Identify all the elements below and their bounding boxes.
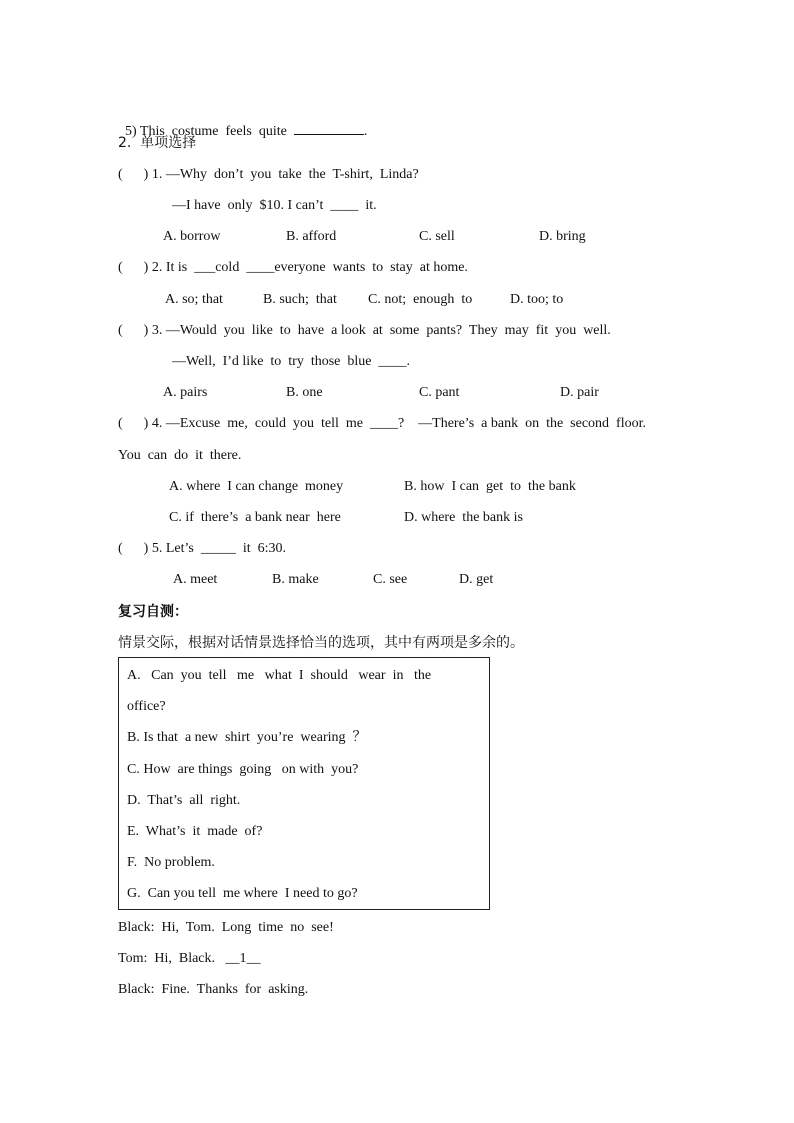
question-3-stem: ( ) 3. —Would you like to have a look at some pants? They may fit you well.: [118, 323, 611, 338]
choice-b: B. Is that a new shirt you’re wearing ？: [127, 730, 367, 745]
question-4-option-a[interactable]: A. where I can change money: [169, 479, 344, 494]
question-3-option-a[interactable]: A. pairs: [163, 385, 208, 400]
review-title: 复习自测：: [118, 604, 188, 620]
question-1-option-c[interactable]: C. sell: [419, 229, 455, 244]
choice-d: D. That’s all right.: [127, 793, 241, 808]
dialogue-line-2: [118, 950, 261, 968]
question-3-option-c[interactable]: C. pant: [419, 385, 460, 400]
choice-a: A. Can you tell me what I should wear in the: [127, 668, 432, 683]
choice-g: G. Can you tell me where I need to go?: [127, 886, 358, 901]
dialogue-line-2-text: Tom: Hi, Black.: [118, 951, 226, 966]
question-3-option-b[interactable]: B. one: [286, 385, 323, 400]
question-3-line2: —Well, I’d like to try those blue ____.: [172, 354, 410, 369]
dialogue-blank-1[interactable]: __1__: [225, 951, 261, 966]
dialogue-line-3: Black: Fine. Thanks for asking.: [118, 982, 309, 997]
answer-blank[interactable]: [294, 121, 364, 135]
review-instruction: 情景交际，根据对话情景选择恰当的选项，其中有两项是多余的。: [118, 635, 524, 651]
question-1-option-d[interactable]: D. bring: [539, 229, 586, 244]
choice-c: C. How are things going on with you?: [127, 762, 359, 777]
choices-box: [118, 657, 490, 910]
question-2-stem: ( ) 2. It is ___cold ____everyone wants to stay at home.: [118, 260, 468, 275]
question-5-option-a[interactable]: A. meet: [173, 572, 218, 587]
question-2-option-a[interactable]: A. so; that: [165, 292, 223, 307]
question-4-option-b[interactable]: B. how I can get to the bank: [404, 479, 576, 494]
question-4-option-c[interactable]: C. if there’s a bank near here: [169, 510, 341, 525]
section-title: 2. 单项选择: [118, 135, 197, 151]
question-4-option-d[interactable]: D. where the bank is: [404, 510, 523, 525]
choice-a-continued: office?: [127, 699, 166, 714]
question-3-option-d[interactable]: D. pair: [560, 385, 599, 400]
question-2-option-c[interactable]: C. not; enough to: [368, 292, 473, 307]
question-2-option-d[interactable]: D. too; to: [510, 292, 564, 307]
question-5-option-b[interactable]: B. make: [272, 572, 319, 587]
question-1-stem: ( ) 1. —Why don’t you take the T-shirt, Linda?: [118, 167, 419, 182]
dialogue-line-1: Black: Hi, Tom. Long time no see!: [118, 920, 334, 935]
question-4-line2: You can do it there.: [118, 448, 242, 463]
question-1-option-a[interactable]: A. borrow: [163, 229, 221, 244]
question-1-line2: —I have only $10. I can’t ____ it.: [172, 198, 377, 213]
question-5-stem: ( ) 5. Let’s _____ it 6:30.: [118, 541, 286, 556]
question-2-option-b[interactable]: B. such; that: [263, 292, 337, 307]
question-period: .: [363, 124, 368, 139]
question-1-option-b[interactable]: B. afford: [286, 229, 337, 244]
question-5-option-d[interactable]: D. get: [459, 572, 494, 587]
choice-f: F. No problem.: [127, 855, 215, 870]
choice-e: E. What’s it made of?: [127, 824, 263, 839]
question-text: 5) This costume feels quite: [125, 124, 294, 139]
question-4-stem: ( ) 4. —Excuse me, could you tell me ____? —There’s a bank on the second floor.: [118, 416, 646, 431]
question-5-option-c[interactable]: C. see: [373, 572, 408, 587]
